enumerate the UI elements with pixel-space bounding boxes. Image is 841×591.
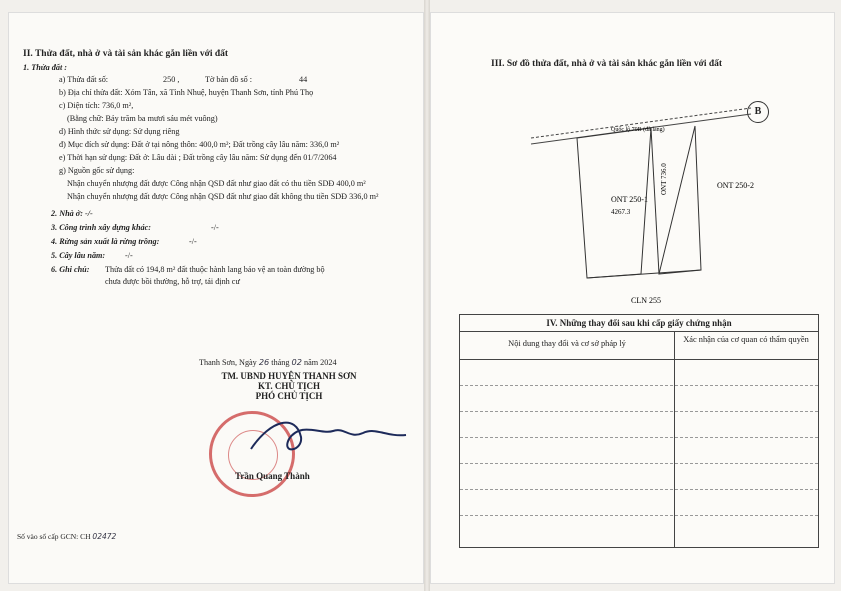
parcel-map bbox=[491, 98, 821, 318]
signature-role-2: PHÓ CHỦ TỊCH bbox=[255, 391, 323, 401]
item6-value: Thửa đất có 194,8 m² đất thuộc hành lang bảo vệ an toàn đường bộ bbox=[105, 265, 325, 274]
registration-number-handwritten: 02472 bbox=[92, 532, 117, 541]
right-panel bbox=[430, 12, 835, 584]
north-compass: B bbox=[747, 101, 769, 123]
parcel-label: a) Thửa đất số: bbox=[59, 75, 109, 84]
signer-name: Trần Quang Thành bbox=[235, 471, 310, 481]
origin-line-2: Nhận chuyển nhượng đất được Công nhận QSD đất như giao đất không thu tiền SDĐ 336,0 m² bbox=[67, 192, 379, 201]
item2: 2. Nhà ở: -/- bbox=[51, 209, 93, 218]
map-label-ont-250-2: ONT 250-2 bbox=[717, 181, 754, 190]
day-handwritten: 26 bbox=[258, 357, 270, 367]
usage-term: e) Thời hạn sử dụng: Đất ở: Lâu dài ; Đất trồng cây lâu năm: Sử dụng đến 01/7/2064 bbox=[59, 153, 337, 162]
area-in-words: (Bằng chữ: Bảy trăm ba mươi sáu mét vuông) bbox=[67, 114, 218, 123]
left-panel bbox=[8, 12, 424, 584]
usage-purpose: đ) Mục đích sử dụng: Đất ở tại nông thôn: 400,0 m²; Đất trồng cây lâu năm: 336,0 m² bbox=[59, 140, 340, 149]
map-label-cln-255: CLN 255 bbox=[631, 296, 661, 305]
registration-number: Số vào sổ cấp GCN: CH 02472 bbox=[17, 532, 117, 541]
map-label-ont-250-1: ONT 250-1 bbox=[611, 195, 648, 204]
signature-role-1: KT. CHỦ TỊCH bbox=[258, 381, 320, 391]
changes-table bbox=[459, 314, 819, 548]
month-handwritten: 02 bbox=[291, 357, 302, 367]
section4-title: IV. Những thay đổi sau khi cấp giấy chứng nhận bbox=[460, 315, 818, 332]
usage-origin: g) Nguồn gốc sử dụng: bbox=[59, 166, 135, 175]
usage-form: d) Hình thức sử dụng: Sử dụng riêng bbox=[59, 127, 180, 136]
handwritten-signature bbox=[241, 409, 411, 465]
road-label: Quốc lộ 70B (đã làng) bbox=[611, 127, 665, 133]
item3-value: -/- bbox=[211, 223, 219, 232]
address: b) Địa chỉ thửa đất: Xóm Tân, xã Tình Nhuệ, huyện Thanh Sơn, tỉnh Phú Thọ bbox=[59, 88, 314, 97]
section2-title: II. Thửa đất, nhà ở và tài sản khác gắn liền với đất bbox=[23, 49, 229, 59]
map-label-ont-736: ONT 736.0 bbox=[660, 163, 668, 195]
area: c) Diện tích: 736,0 m², bbox=[59, 101, 134, 110]
map-sheet-label: Tờ bản đồ số : bbox=[205, 75, 253, 84]
item4: 4. Rừng sản xuất là rừng trồng: bbox=[51, 237, 160, 246]
item1-heading: 1. Thửa đất : bbox=[23, 63, 68, 72]
map-sheet-value: 44 bbox=[299, 75, 308, 84]
item6-value-2: chưa được bồi thường, hỗ trợ, tái định cư bbox=[105, 277, 240, 286]
item5: 5. Cây lâu năm: bbox=[51, 251, 106, 260]
item6: 6. Ghi chú: bbox=[51, 265, 90, 274]
changes-col1-header: Nội dung thay đổi và cơ sở pháp lý bbox=[508, 339, 626, 348]
changes-col2-header: Xác nhận của cơ quan có thẩm quyền bbox=[683, 335, 809, 344]
section3-title: III. Sơ đồ thửa đất, nhà ở và tài sản khác gắn liền với đất bbox=[491, 59, 723, 69]
signature-org: TM. UBND HUYỆN THANH SƠN bbox=[221, 371, 357, 381]
signature-block bbox=[199, 371, 379, 401]
item3: 3. Công trình xây dựng khác: bbox=[51, 223, 151, 232]
place-date: Thanh Sơn, Ngày 26 tháng 02 năm 2024 bbox=[199, 357, 337, 367]
origin-line-1: Nhận chuyển nhượng đất được Công nhận QSD đất như giao đất có thu tiền SDĐ 400,0 m² bbox=[67, 179, 366, 188]
item5-value: -/- bbox=[125, 251, 133, 260]
map-label-area: 4267.3 bbox=[611, 208, 631, 216]
parcel-value: 250 , bbox=[163, 75, 180, 84]
item4-value: -/- bbox=[189, 237, 197, 246]
